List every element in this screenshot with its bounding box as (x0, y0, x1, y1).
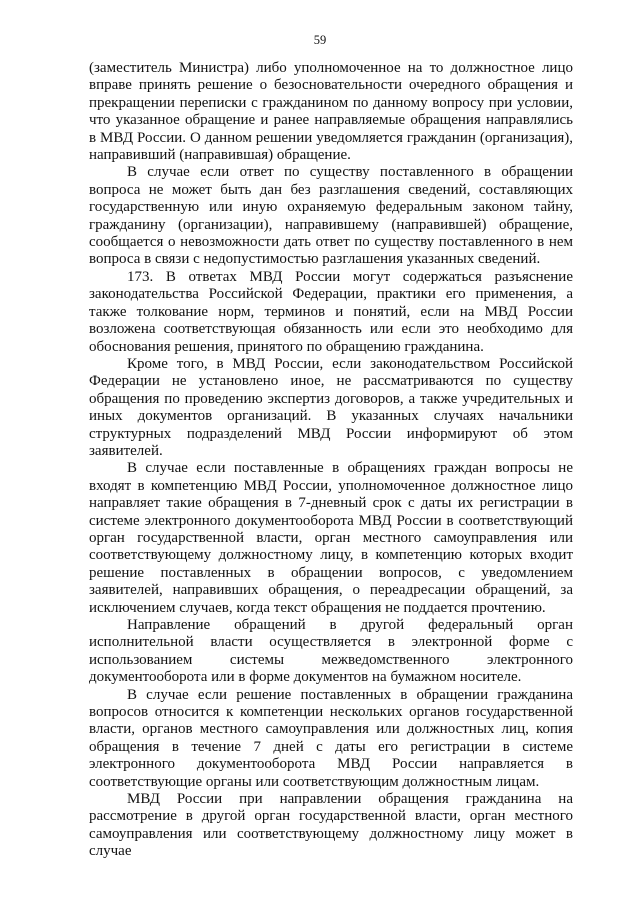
paragraph-secret-info: В случае если ответ по существу поставленного в обращении вопроса не может быть дан без разглашения сведений, составляющих государственную или иную охраняемую федеральным законом тайну, гражданину (организации), направившему (направившей) обращение, сообщается о невозможности дать ответ по существу поставленного в нем вопроса в связи с недопустимостью разглашения указанных сведений. (89, 164, 573, 268)
paragraph-multiple-bodies: В случае если решение поставленных в обращении гражданина вопросов относится к компетенции нескольких органов государственной власти, органов местного самоуправления или должностных лиц, копия обращения в течение 7 дней с даты его регистрации в системе электронного документооборота МВД России направляется в соответствующие органы или соответствующим должностным лицам. (89, 686, 573, 790)
paragraph-continuation: (заместитель Министра) либо уполномоченное на то должностное лицо вправе принять решение о безосновательности очередного обращения и прекращении переписки с гражданином по данному вопросу при условии, что указанное обращение и ранее направляемые обращения направлялись в МВД России. О данном решении уведомляется гражданин (организация), направивший (направившая) обращение. (89, 60, 573, 164)
paragraph-173: 173. В ответах МВД России могут содержаться разъяснение законодательства Российской Федерации, практики его применения, а также толкование норм, терминов и понятий, если на МВД России возложена соответствующая обязанность или если это необходимо для обоснования решения, принятого по обращению гражданина. (89, 268, 573, 355)
document-body (89, 60, 573, 861)
paragraph-electronic-form: Направление обращений в другой федеральный орган исполнительной власти осуществляется в электронной форме с использованием системы межведомственного электронного документооборота или в форме документов на бумажном носителе. (89, 617, 573, 686)
page-number: 59 (313, 33, 327, 47)
paragraph-referral: МВД России при направлении обращения гражданина на рассмотрение в другой орган государственной власти, орган местного самоуправления или соответствующему должностному лицу может в случае (89, 791, 573, 860)
paragraph-redirect: В случае если поставленные в обращениях граждан вопросы не входят в компетенцию МВД России, уполномоченное должностное лицо направляет такие обращения в 7-дневный срок с даты их регистрации в системе электронного документооборота МВД России в соответствующий орган государственной власти, орган местного самоуправления или соответствующему должностному лицу, в компетенцию которых входит решение поставленных в обращении вопросов, с уведомлением заявителей, направивших обращения, о переадресации обращений, за исключением случаев, когда текст обращения не поддается прочтению. (89, 460, 573, 616)
paragraph-expertise: Кроме того, в МВД России, если законодательством Российской Федерации не установлено иное, не рассматриваются по существу обращения по проведению экспертиз договоров, а также учредительных и иных документов организаций. В указанных случаях начальники структурных подразделений МВД России информируют об этом заявителей. (89, 355, 573, 459)
